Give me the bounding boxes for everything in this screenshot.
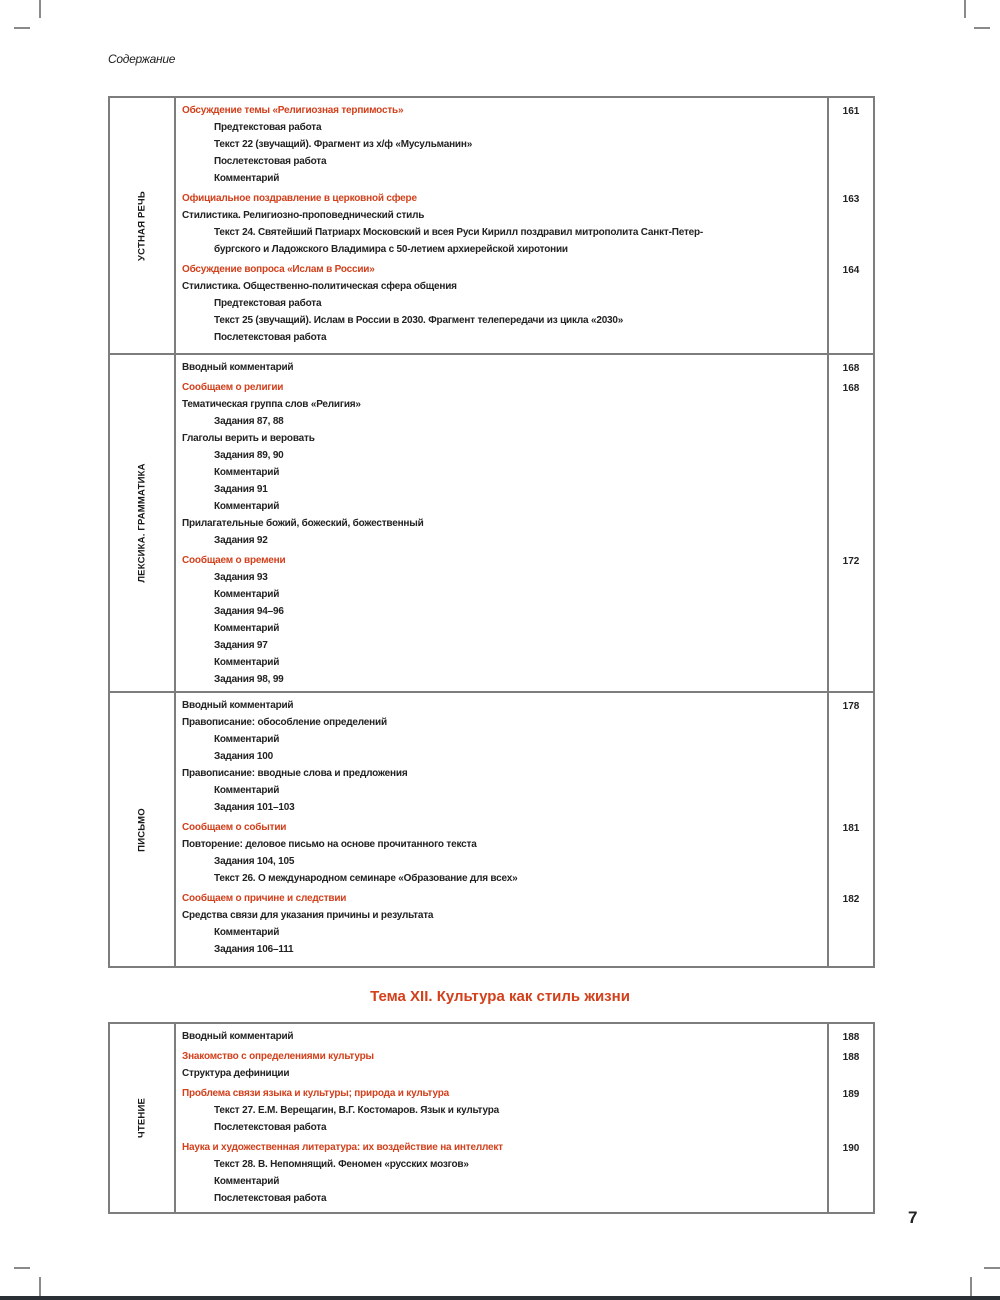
section-label-cell: [109, 97, 175, 354]
toc-entry: Структура дефиниции: [182, 1068, 290, 1079]
toc-entry: Комментарий: [214, 501, 280, 512]
crop-mark-top-left-vertical: [39, 0, 41, 18]
toc-heading-entry: Знакомство с определениями культуры: [182, 1051, 374, 1062]
toc-entry: Комментарий: [214, 623, 280, 634]
toc-entry: Текст 22 (звучащий). Фрагмент из х/ф «Мусульманин»: [214, 139, 473, 150]
page-numbers-cell: [828, 354, 874, 692]
toc-entry: Прилагательные божий, божеский, божественный: [182, 518, 424, 529]
toc-entry: Задания 100: [214, 751, 274, 762]
toc-entry: Текст 27. Е.М. Верещагин, В.Г. Костомаров. Язык и культура: [214, 1105, 499, 1116]
section-entries-cell: [175, 97, 828, 354]
crop-mark-top-right-horizontal: [974, 27, 990, 29]
toc-entry: Комментарий: [214, 927, 280, 938]
toc-entry: Стилистика. Религиозно-проповеднический стиль: [182, 210, 425, 221]
section-label: ЛЕКСИКА. ГРАММАТИКА: [136, 463, 148, 583]
toc-page-number: 181: [842, 823, 860, 834]
toc-entry: Послетекстовая работа: [214, 332, 327, 343]
toc-entry: Глаголы верить и веровать: [182, 433, 315, 444]
toc-entry: Комментарий: [214, 785, 280, 796]
page-numbers-cell: [828, 1023, 874, 1213]
toc-entry: Задания 104, 105: [214, 856, 295, 867]
toc-entry: Послетекстовая работа: [214, 1193, 327, 1204]
toc-entry: Текст 28. В. Непомнящий. Феномен «русских мозгов»: [214, 1159, 469, 1170]
toc-entry: Текст 26. О международном семинаре «Образование для всех»: [214, 873, 518, 884]
toc-page-number: 189: [842, 1089, 860, 1100]
contents-table-culture: [108, 1022, 875, 1214]
section-entries-cell: [175, 354, 828, 692]
toc-heading-entry: Наука и художественная литература: их воздействие на интеллект: [182, 1142, 503, 1153]
toc-heading-entry: Обсуждение темы «Религиозная терпимость»: [182, 105, 404, 116]
toc-entry: Комментарий: [214, 1176, 280, 1187]
toc-entry: Правописание: вводные слова и предложения: [182, 768, 408, 779]
toc-page-number: 161: [842, 106, 860, 117]
toc-entry: Задания 101–103: [214, 802, 295, 813]
toc-heading-entry: Сообщаем о времени: [182, 555, 286, 566]
toc-entry: Комментарий: [214, 173, 280, 184]
toc-page-number: 168: [842, 363, 860, 374]
crop-mark-bottom-left-vertical: [39, 1277, 41, 1296]
topic-title: Тема XII. Культура как стиль жизни: [370, 988, 630, 1005]
toc-entry: Тематическая группа слов «Религия»: [182, 399, 361, 410]
toc-entry: Вводный комментарий: [182, 700, 294, 711]
toc-heading-entry: Сообщаем о событии: [182, 822, 287, 833]
toc-page-number: 164: [842, 265, 860, 276]
toc-entry: Задания 87, 88: [214, 416, 284, 427]
toc-entry: Задания 98, 99: [214, 674, 284, 685]
toc-entry: Предтекстовая работа: [214, 122, 322, 133]
toc-heading-entry: Официальное поздравление в церковной сфере: [182, 193, 417, 204]
toc-page-number: 178: [842, 701, 860, 712]
toc-entry: Задания 93: [214, 572, 268, 583]
section-entries-cell: [175, 1023, 828, 1213]
toc-entry: Послетекстовая работа: [214, 156, 327, 167]
crop-mark-bottom-right-vertical: [970, 1277, 972, 1296]
page-numbers-cell: [828, 97, 874, 354]
toc-entry: Задания 92: [214, 535, 268, 546]
toc-entry: Задания 94–96: [214, 606, 284, 617]
toc-entry: Правописание: обособление определений: [182, 717, 387, 728]
section-label: ПИСЬМО: [136, 807, 148, 852]
toc-entry: Вводный комментарий: [182, 362, 294, 373]
toc-entry: Предтекстовая работа: [214, 298, 322, 309]
running-head: Содержание: [108, 52, 176, 66]
section-row: [109, 1023, 874, 1213]
toc-entry: Комментарий: [214, 734, 280, 745]
toc-heading-entry: Сообщаем о религии: [182, 382, 284, 393]
toc-entry: Повторение: деловое письмо на основе прочитанного текста: [182, 839, 477, 850]
toc-page-number: 190: [842, 1143, 860, 1154]
toc-page-number: 168: [842, 383, 860, 394]
contents-table: [108, 96, 875, 968]
toc-heading-entry: Проблема связи языка и культуры; природа и культура: [182, 1088, 449, 1099]
toc-entry: Задания 97: [214, 640, 268, 651]
toc-page-number: 172: [842, 556, 860, 567]
page-number: 7: [908, 1208, 918, 1227]
section-entries-cell: [175, 692, 828, 967]
crop-mark-bottom-left-horizontal: [14, 1267, 30, 1269]
toc-entry: Текст 24. Святейший Патриарх Московский и всея Руси Кирилл поздравил митрополита Санкт-Петер-: [214, 227, 704, 238]
toc-page-number: 188: [842, 1052, 860, 1063]
toc-entry: Комментарий: [214, 467, 280, 478]
page-bottom-edge: [0, 1296, 1000, 1300]
toc-entry: Послетекстовая работа: [214, 1122, 327, 1133]
toc-entry: Задания 91: [214, 484, 268, 495]
section-label-cell: [109, 692, 175, 967]
section-row: [109, 692, 874, 967]
toc-entry: Задания 106–111: [214, 944, 294, 955]
section-row: [109, 354, 874, 692]
toc-entry: Задания 89, 90: [214, 450, 284, 461]
toc-page-number: 182: [842, 894, 860, 905]
page-numbers-cell: [828, 692, 874, 967]
toc-entry: Стилистика. Общественно-политическая сфера общения: [182, 281, 457, 292]
toc-heading-entry: Обсуждение вопроса «Ислам в России»: [182, 264, 375, 275]
section-label-cell: [109, 354, 175, 692]
toc-entry: Вводный комментарий: [182, 1031, 294, 1042]
toc-entry: Средства связи для указания причины и результата: [182, 910, 434, 921]
toc-page-number: 163: [842, 194, 860, 205]
toc-page-number: 188: [842, 1032, 860, 1043]
toc-entry: Комментарий: [214, 657, 280, 668]
section-label: УСТНАЯ РЕЧЬ: [136, 190, 148, 261]
crop-mark-top-right-vertical: [964, 0, 966, 18]
section-label: ЧТЕНИЕ: [136, 1097, 148, 1139]
section-row: [109, 97, 874, 354]
toc-entry: Текст 25 (звучащий). Ислам в России в 2030. Фрагмент телепередачи из цикла «2030»: [214, 315, 624, 326]
toc-entry: Комментарий: [214, 589, 280, 600]
toc-entry: бургского и Ладожского Владимира с 50-летием архиерейской хиротонии: [214, 244, 568, 255]
section-label-cell: [109, 1023, 175, 1213]
crop-mark-bottom-right-horizontal: [984, 1267, 1000, 1269]
toc-heading-entry: Сообщаем о причине и следствии: [182, 893, 347, 904]
crop-mark-top-left-horizontal: [14, 27, 30, 29]
